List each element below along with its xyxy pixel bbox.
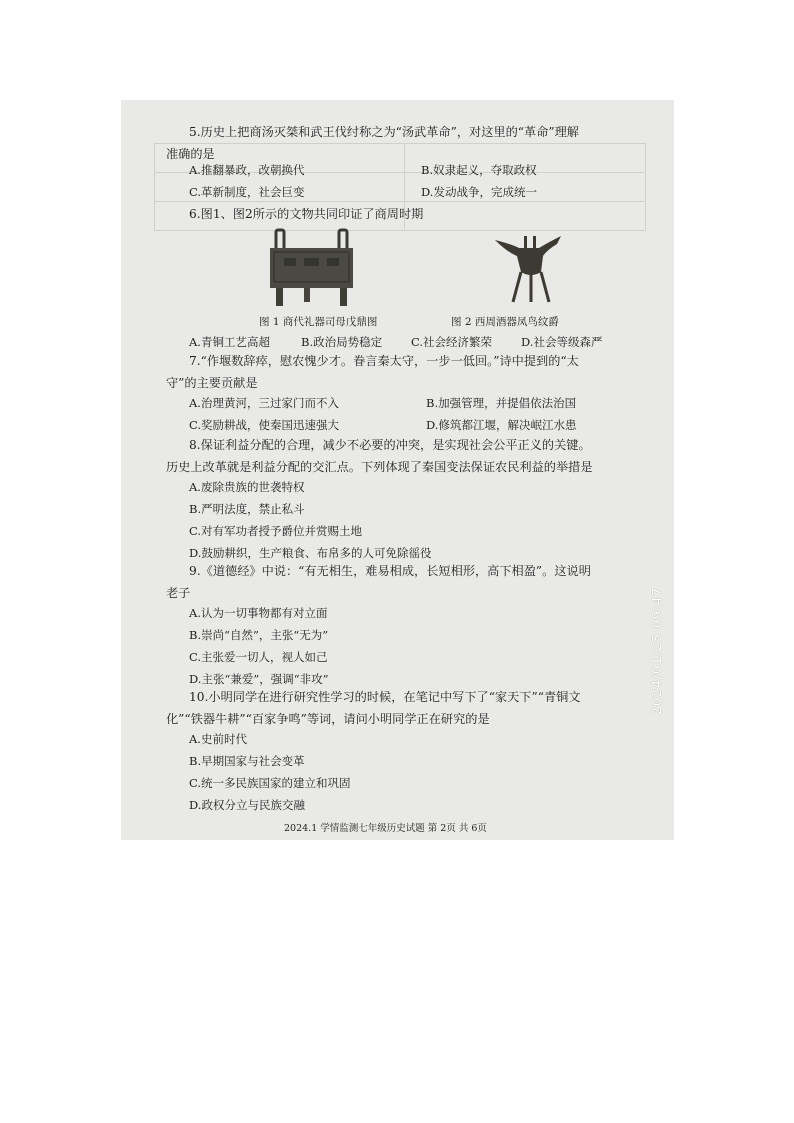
- q7-option-c: C.奖励耕战，使秦国迅速强大: [189, 418, 340, 432]
- q7-option-d: D.修筑都江堰，解决岷江水患: [426, 418, 577, 432]
- q7-option-a: A.治理黄河，三过家门而不入: [189, 396, 339, 410]
- q5-option-b: B.奴隶起义，夺取政权: [421, 163, 537, 177]
- q7-stem-line1: 7.“作堰数辞瘁，慰农愧少才。眷言秦太守，一步一低回。”诗中提到的“太: [189, 354, 579, 368]
- q10-option-d: D.政权分立与民族交融: [189, 798, 305, 812]
- q10-option-b: B.早期国家与社会变革: [189, 754, 305, 768]
- q9-option-d: D.主张“兼爱”，强调“非攻”: [189, 672, 329, 686]
- q9-stem-line1: 9.《道德经》中说：“有无相生，难易相成，长短相形，高下相盈”。这说明: [189, 564, 591, 578]
- q9-option-b: B.崇尚“自然”，主张“无为”: [189, 628, 329, 642]
- q6-option-a: A.青铜工艺高超: [189, 335, 270, 349]
- ding-vessel-image: [264, 228, 359, 308]
- q5-option-a: A.推翻暴政，改朝换代: [189, 163, 305, 177]
- photo-timestamp: 2024/01/25 09:47: [649, 586, 664, 715]
- q5-option-d: D.发动战争，完成统一: [421, 185, 537, 199]
- q8-stem-line1: 8.保证利益分配的合理，减少不必要的冲突，是实现社会公平正义的关键。: [189, 438, 591, 452]
- page-footer: 2024.1 学情监测七年级历史试题 第 2页 共 6页: [284, 823, 487, 834]
- q10-option-c: C.统一多民族国家的建立和巩固: [189, 776, 351, 790]
- q10-stem-line2: 化”“铁器牛耕”“百家争鸣”等词，请问小明同学正在研究的是: [166, 712, 490, 726]
- figure2-caption: 图 2 西周酒器凤鸟纹爵: [451, 316, 559, 328]
- q8-option-d: D.鼓励耕织，生产粮食、布帛多的人可免除徭役: [189, 546, 432, 560]
- q8-option-a: A.废除贵族的世袭特权: [189, 480, 305, 494]
- q8-option-c: C.对有军功者授予爵位并赏赐土地: [189, 524, 363, 538]
- exam-page-photo: [121, 100, 674, 840]
- q5-stem-line1: 5.历史上把商汤灭桀和武王伐纣称之为“汤武革命”，对这里的“革命”理解: [189, 125, 579, 139]
- q8-stem-line2: 历史上改革就是利益分配的交汇点。下列体现了秦国变法保证农民利益的举措是: [166, 460, 593, 474]
- q10-option-a: A.史前时代: [189, 732, 247, 746]
- jue-vessel-image: [491, 230, 566, 305]
- q10-stem-line1: 10.小明同学在进行研究性学习的时候，在笔记中写下了“家天下”“青铜文: [189, 690, 581, 704]
- q9-stem-line2: 老子: [166, 586, 191, 600]
- q9-option-a: A.认为一切事物都有对立面: [189, 606, 328, 620]
- q9-option-c: C.主张爱一切人，视人如己: [189, 650, 328, 664]
- q6-stem: 6.图1、图2所示的文物共同印证了商周时期: [189, 207, 424, 221]
- q6-option-d: D.社会等级森严: [521, 335, 603, 349]
- figure1-caption: 图 1 商代礼器司母戊鼎图: [259, 316, 378, 328]
- q5-option-c: C.革新制度，社会巨变: [189, 185, 305, 199]
- q6-option-b: B.政治局势稳定: [301, 335, 383, 349]
- q5-stem-line2: 准确的是: [166, 147, 215, 161]
- q6-option-c: C.社会经济繁荣: [411, 335, 493, 349]
- q7-option-b: B.加强管理，并提倡依法治国: [426, 396, 577, 410]
- q8-option-b: B.严明法度，禁止私斗: [189, 502, 305, 516]
- q7-stem-line2: 守”的主要贡献是: [166, 376, 258, 390]
